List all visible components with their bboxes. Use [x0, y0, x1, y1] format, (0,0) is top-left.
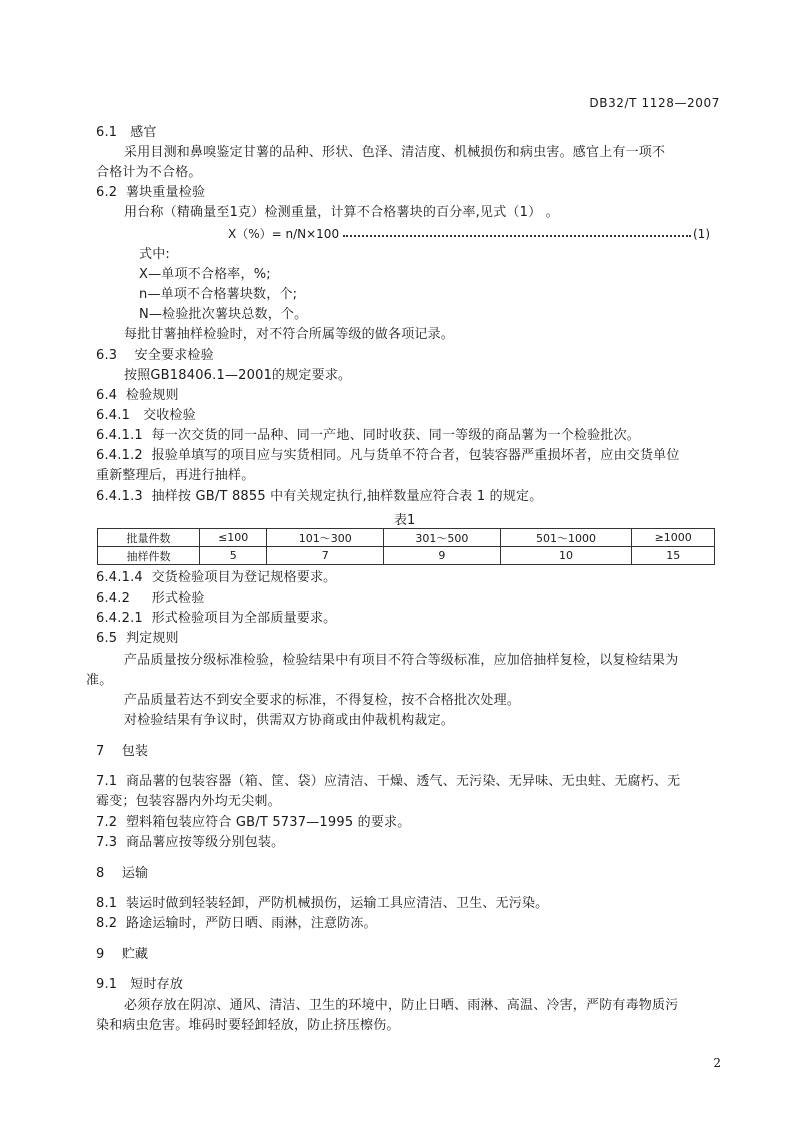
clause-7-3: [96, 834, 284, 852]
section-number: 9.1: [96, 977, 118, 992]
chapter-9-heading: [96, 946, 148, 964]
section-title: 形式检验: [151, 591, 205, 606]
clause-number: 6.4.1.1: [96, 428, 143, 443]
table-cell: 101～300: [267, 529, 384, 547]
section-title: 感官: [130, 125, 157, 140]
clause-text: 交货检验项目为登记规格要求。: [151, 570, 337, 585]
paragraph: 产品质量若达不到安全要求的标准，不得复检，按不合格批次处理。: [124, 693, 521, 708]
chapter-number: 9: [96, 947, 105, 962]
section-number: 6.2: [96, 185, 118, 200]
clause-text: 形式检验项目为全部质量要求。: [151, 611, 337, 626]
section-title: 短时存放: [130, 977, 184, 992]
clause-6-4-1-2: [96, 447, 680, 465]
clause-text: 塑料箱包装应符合 GB/T 5737—1995 的要求。: [125, 815, 411, 830]
table-cell: 301～500: [384, 529, 501, 547]
clause-7-1: [96, 773, 680, 791]
where-label: 式中:: [139, 247, 170, 262]
section-title: 交收检验: [143, 408, 196, 423]
chapter-7-heading: [96, 743, 148, 761]
clause-7-2: [96, 814, 410, 832]
clause-6-4-1-4: [96, 569, 336, 587]
section-number: 6.1: [96, 125, 118, 140]
clause-text: 抽样按 GB/T 8855 中有关规定执行,抽样数量应符合表 1 的规定。: [151, 489, 543, 504]
section-number: 6.4.2: [96, 591, 131, 606]
table-cell: 9: [384, 547, 501, 565]
section-9-1-heading: [96, 976, 183, 994]
clause-6-4-1-1: [96, 427, 640, 445]
formula-expression: X（%）= n/N×100: [228, 227, 340, 241]
page-number: 2: [713, 1056, 721, 1070]
table-cell: 5: [200, 547, 267, 565]
section-title: 安全要求检验: [134, 348, 214, 363]
section-number: 6.3: [96, 348, 118, 363]
clause-text: 商品薯应按等级分别包装。: [125, 835, 285, 850]
variable-definition: n—单项不合格薯块数，个;: [139, 287, 298, 302]
row-header: 批量件数: [98, 529, 200, 547]
section-6-1-heading: [96, 124, 157, 142]
clause-text: 装运时做到轻装轻卸，严防机械损伤，运输工具应清洁、卫生、无污染。: [125, 896, 549, 911]
clause-8-1: [96, 895, 548, 913]
section-number: 6.4: [96, 388, 118, 403]
clause-number: 8.1: [96, 896, 118, 911]
dot-leader: [343, 227, 691, 237]
variable-definition: X—单项不合格率，%;: [139, 267, 271, 282]
section-6-2-heading: [96, 184, 205, 202]
section-number: 6.4.1: [96, 408, 131, 423]
paragraph: 按照GB18406.1—2001的规定要求。: [124, 368, 352, 383]
sampling-table: [97, 528, 715, 565]
chapter-8-heading: [96, 865, 148, 883]
clause-6-4-1-3: [96, 488, 542, 506]
table-title: 表1: [394, 513, 416, 528]
clause-8-2: [96, 915, 377, 933]
paragraph: 染和病虫危害。堆码时要轻卸轻放，防止挤压檫伤。: [96, 1018, 400, 1033]
row-header: 抽样件数: [98, 547, 200, 565]
paragraph: 每批甘薯抽样检验时，对不符合所属等级的做各项记录。: [124, 327, 455, 342]
paragraph: 合格计为不合格。: [96, 165, 202, 180]
paragraph: 产品质量按分级标准检验，检验结果中有项目不符合等级标准，应加倍抽样复检，以复检结果为: [124, 653, 679, 668]
clause-number: 7.2: [96, 815, 118, 830]
clause-text: 商品薯的包装容器（箱、筐、袋）应清洁、干燥、透气、无污染、无异味、无虫蛀、无腐朽、无: [125, 774, 681, 789]
section-title: 薯块重量检验: [125, 185, 206, 200]
section-6-4-1-heading: [96, 407, 196, 425]
chapter-title: 运输: [121, 866, 149, 881]
standard-code: DB32/T 1128—2007: [589, 96, 720, 110]
table-cell: 7: [267, 547, 384, 565]
paragraph: 对检验结果有争议时，供需双方协商或由仲裁机构裁定。: [124, 713, 455, 728]
clause-number: 7.1: [96, 774, 118, 789]
formula-number: (1): [693, 226, 710, 241]
formula-line: [228, 225, 710, 242]
table-row: [98, 529, 715, 547]
paragraph: 用台称（精确量至1克）检测重量，计算不合格薯块的百分率,见式（1） 。: [124, 205, 559, 220]
clause-text: 路途运输时，严防日晒、雨淋，注意防冻。: [125, 916, 377, 931]
table-cell: 501～1000: [500, 529, 632, 547]
section-6-5-heading: [96, 630, 179, 648]
clause-continuation: 重新整理后，再进行抽样。: [96, 468, 255, 483]
chapter-title: 包装: [121, 744, 149, 759]
clause-text: 报验单填写的项目应与实货相同。凡与货单不符合者，包装容器严重损坏者，应由交货单位: [151, 448, 680, 463]
clause-continuation: 霉变；包装容器内外均无尖刺。: [96, 794, 281, 809]
section-number: 6.5: [96, 631, 118, 646]
clause-number: 6.4.1.3: [96, 489, 143, 504]
paragraph: 准。: [86, 673, 113, 688]
chapter-number: 8: [96, 866, 105, 881]
clause-number: 6.4.1.4: [96, 570, 143, 585]
paragraph: 必须存放在阴凉、通风、清洁、卫生的环境中，防止日晒、雨淋、高温、冷害，严防有毒物质污: [124, 998, 679, 1013]
table-cell: ≥1000: [632, 529, 715, 547]
table-cell: ≤100: [200, 529, 267, 547]
section-6-4-heading: [96, 387, 179, 405]
clause-6-4-2-1: [96, 610, 336, 628]
clause-text: 每一次交货的同一品种、同一产地、同时收获、同一等级的商品薯为一个检验批次。: [151, 428, 640, 443]
clause-number: 6.4.1.2: [96, 448, 143, 463]
clause-number: 7.3: [96, 835, 118, 850]
clause-number: 8.2: [96, 916, 118, 931]
table-cell: 10: [500, 547, 632, 565]
section-title: 检验规则: [125, 388, 179, 403]
section-title: 判定规则: [125, 631, 179, 646]
section-6-3-heading: [96, 347, 214, 365]
table-cell: 15: [632, 547, 715, 565]
variable-definition: N—检验批次薯块总数，个。: [139, 307, 308, 322]
paragraph: 采用目测和鼻嗅鉴定甘薯的品种、形状、色泽、清洁度、机械损伤和病虫害。感官上有一项不: [124, 145, 666, 160]
chapter-title: 贮藏: [121, 947, 149, 962]
chapter-number: 7: [96, 744, 105, 759]
table-row: [98, 547, 715, 565]
section-6-4-2-heading: [96, 590, 205, 608]
clause-number: 6.4.2.1: [96, 611, 143, 626]
